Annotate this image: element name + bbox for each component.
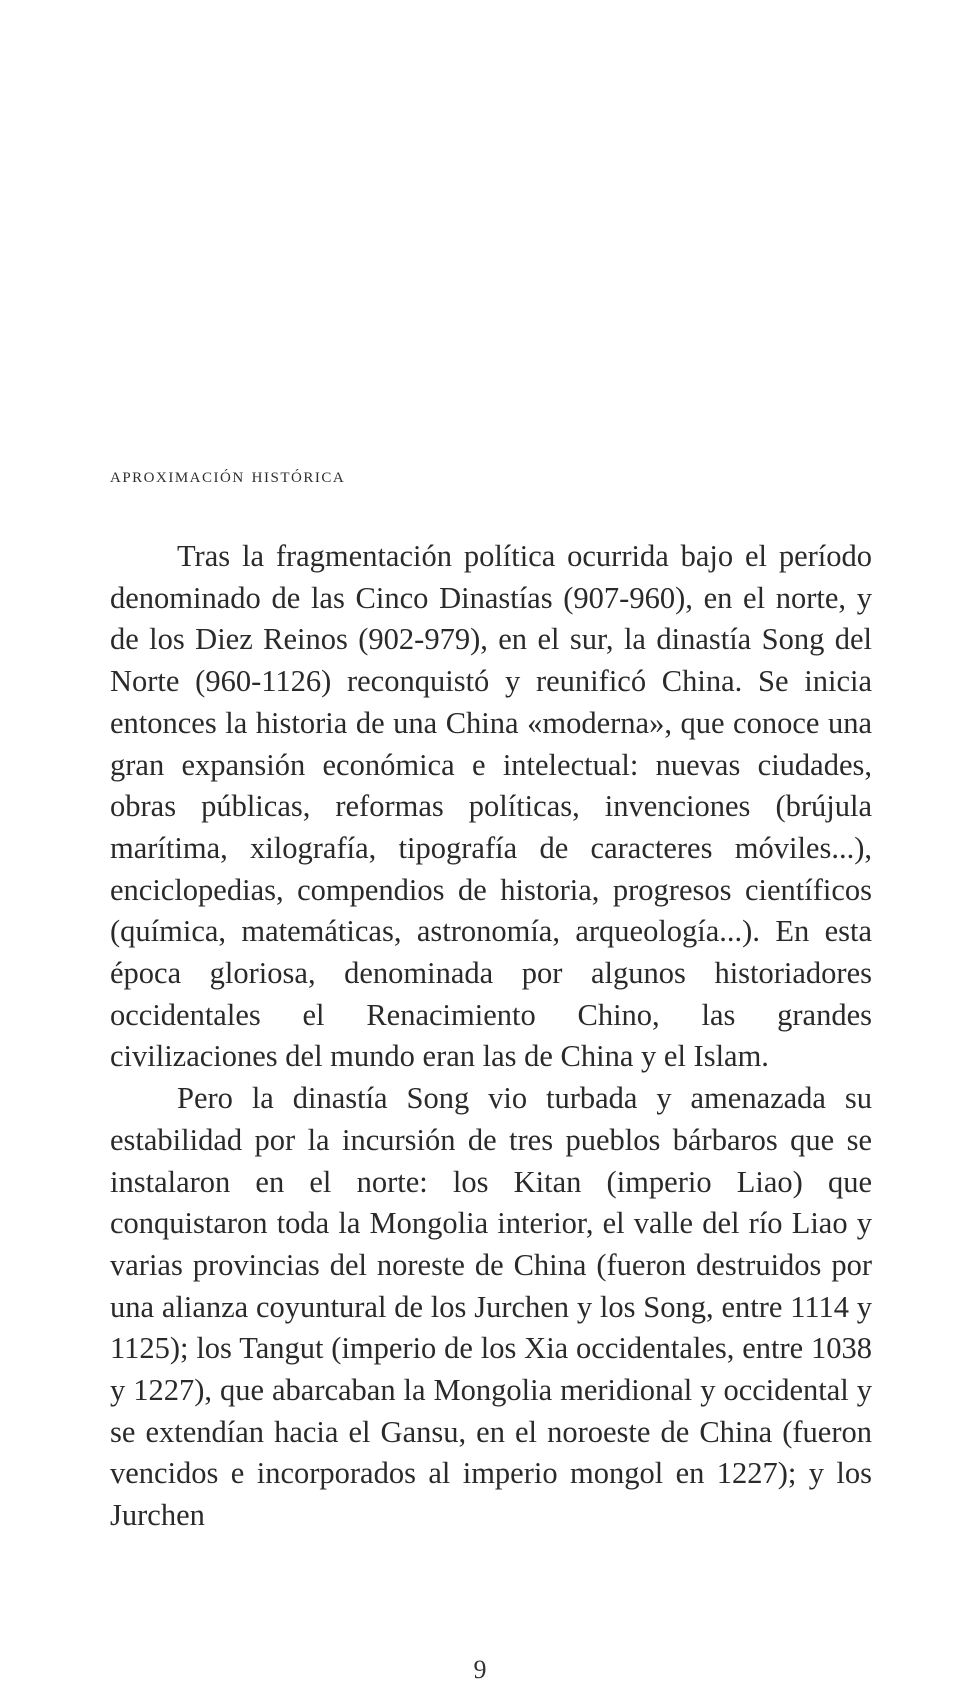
- paragraph: Pero la dinastía Song vio turbada y amenazada su estabilidad por la incursión de tres pueblos bárbaros que se instalaron en el norte: los Kitan (imperio Liao) que conquistaron toda la Mongolia interior, el valle del río Liao y varias provincias del noreste de China (fueron destruidos por una alianza coyuntural de los Jurchen y los Song, entre 1114 y 1125); los Tangut (imperio de los Xia occidentales, entre 1038 y 1227), que abarcaban la Mongolia meridional y occidental y se extendían hacia el Gansu, en el noroeste de China (fueron vencidos e incorporados al imperio mongol en 1227); y los Jurchen: [110, 1081, 872, 1533]
- page-number: 9: [473, 1655, 487, 1684]
- section-title: aproximación histórica: [110, 462, 346, 487]
- body-text: [110, 536, 872, 1537]
- paragraph: Tras la fragmentación política ocurrida bajo el período denominado de las Cinco Dinastías (907-960), en el norte, y de los Diez Reinos (902-979), en el sur, la dinastía Song del Norte (960-1126) reconquistó y reunificó China. Se inicia entonces la historia de una China «moderna», que conoce una gran expansión económica e intelectual: nuevas ciudades, obras públicas, reformas políticas, invenciones (brújula marítima, xilografía, tipografía de caracteres móviles...), enciclopedias, compendios de historia, progresos científicos (química, matemáticas, astronomía, arqueología...). En esta época gloriosa, denominada por algunos historiadores occidentales el Renacimiento Chino, las grandes civilizaciones del mundo eran las de China y el Islam.: [110, 539, 872, 1074]
